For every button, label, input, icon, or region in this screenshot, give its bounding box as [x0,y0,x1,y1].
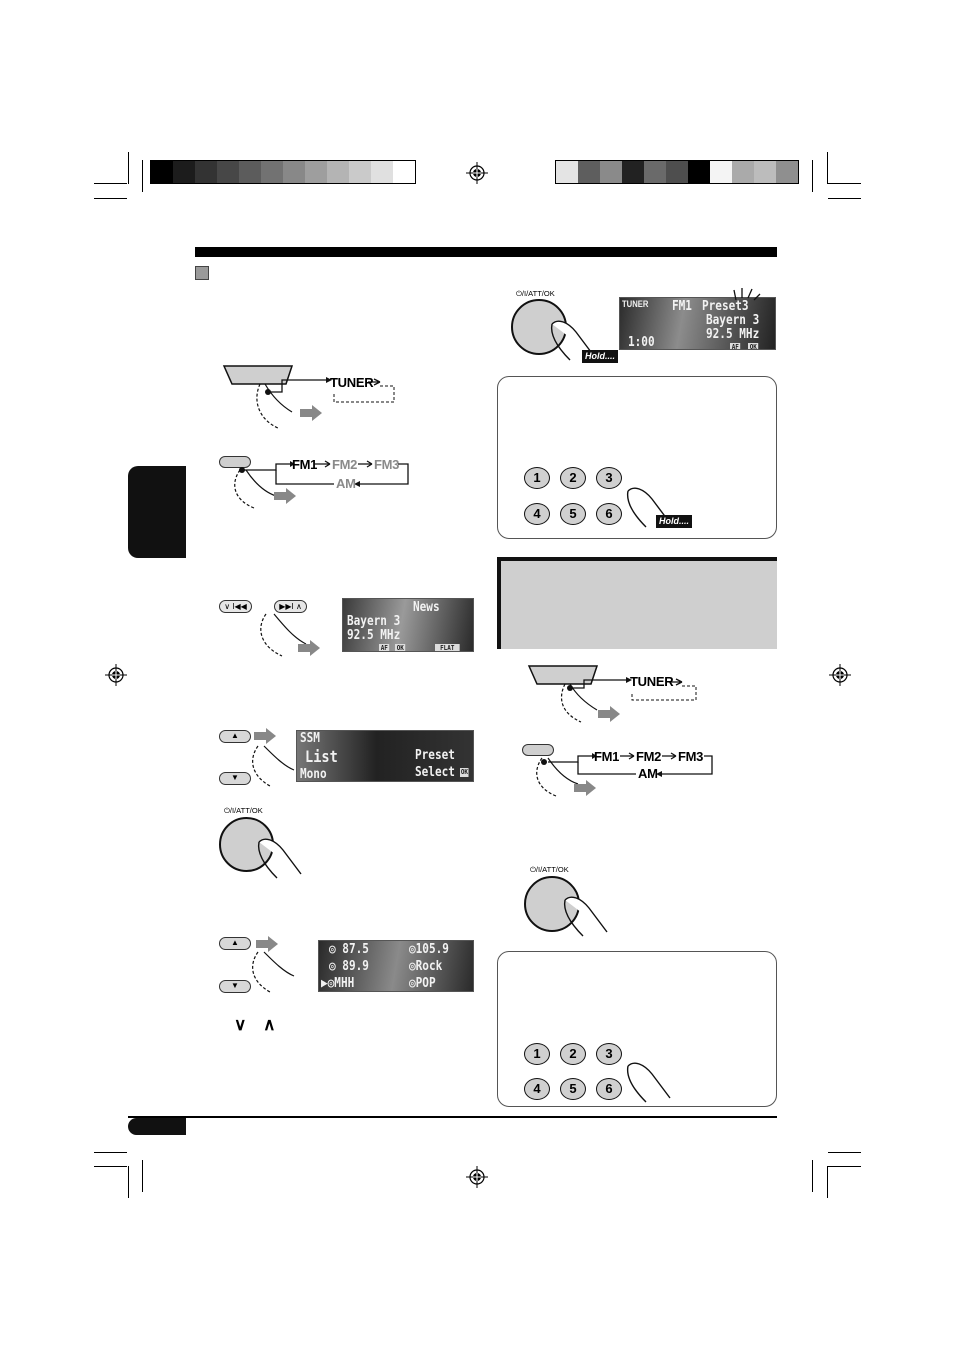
preset-button-4[interactable]: 4 [524,1078,550,1100]
side-tab [128,466,186,558]
tuner-label: TUNER [330,375,374,390]
section-marker [195,266,209,280]
preset-button-6[interactable]: 6 [596,1078,622,1100]
registration-mark-icon [466,162,488,184]
preset-5-value: Rock [415,959,443,974]
lcd-clock: 1:00 [628,335,655,350]
section-heading-box [497,557,777,649]
finger-press-icon [244,742,304,792]
preset-3: ▶◎MHH [321,976,355,991]
band-fm2: FM2 [636,749,662,764]
preset-2-value: 89.9 [342,959,369,974]
band-fm1: FM1 [292,457,318,472]
crop-mark [94,1152,127,1153]
band-fm1: FM1 [594,749,620,764]
lcd-station: Bayern 3 [706,313,760,328]
finger-press-icon [255,836,305,882]
crop-mark [812,160,813,192]
crop-mark [827,152,828,184]
lcd-menu-select: Select [415,765,455,780]
crop-mark [128,152,129,184]
preset-button-3[interactable]: 3 [596,1043,622,1065]
registration-mark-icon [829,664,851,686]
lcd-menu-preset: Preset [415,748,455,763]
preset-1-value: 87.5 [342,942,369,957]
crop-mark [828,1152,861,1153]
crop-mark [142,1160,143,1192]
lcd-menu-display [296,730,474,782]
page-number-tab [128,1118,186,1135]
lcd-station: Bayern 3 [347,614,401,629]
hold-label: Hold.... [656,515,692,528]
crop-mark [828,198,861,199]
knob-label: ⏻/I/ATT/OK [530,865,569,874]
preset-6: ◎POP [409,976,436,991]
up-button[interactable]: ▲ [219,730,251,743]
press-arrow-icon [598,706,622,722]
crop-mark [828,183,861,184]
crop-mark [94,183,127,184]
lcd-preset-store-display [619,297,776,350]
lcd-ok-indicator: OK [396,644,404,652]
hold-label: Hold.... [582,350,618,363]
preset-button-4[interactable]: 4 [524,503,550,525]
up-button[interactable]: ▲ [219,937,251,950]
press-arrow-icon [274,488,298,504]
preset-2: ◎ 89.9 [329,959,369,974]
preset-button-5[interactable]: 5 [560,503,586,525]
registration-mark-icon [105,664,127,686]
lcd-menu-ssm: SSM [300,731,320,746]
preset-button-3[interactable]: 3 [596,467,622,489]
seek-down-button[interactable]: ∨ I◀◀ [219,600,252,613]
lcd-af-indicator: AF [380,644,388,652]
band-fm2: FM2 [332,457,358,472]
preset-button-2[interactable]: 2 [560,1043,586,1065]
crop-mark [94,1166,127,1167]
lcd-preset-list-display [318,940,474,992]
crop-mark [827,1166,828,1198]
flash-rays-icon [732,286,762,302]
preset-6-value: POP [415,976,436,991]
registration-mark-icon [466,1166,488,1188]
preset-5: ◎Rock [409,959,443,974]
band-am: AM [638,766,658,781]
down-button[interactable]: ▼ [219,772,251,785]
seek-up-button[interactable]: ▶▶I ∧ [274,600,307,613]
preset-button-2[interactable]: 2 [560,467,586,489]
finger-press-icon [244,948,304,998]
knob-label: ⏻/I/ATT/OK [224,806,263,815]
lcd-pty: News [413,600,440,615]
preset-button-6[interactable]: 6 [596,503,622,525]
header-rule [195,247,777,257]
lcd-preset-number: Preset3 [702,299,749,314]
lcd-source: TUNER [622,299,649,309]
press-arrow-icon [300,405,324,421]
lcd-menu-mono: Mono [300,767,327,782]
crop-mark [142,160,143,192]
preset-button-5[interactable]: 5 [560,1078,586,1100]
lcd-eq-indicator: FLAT [435,644,460,652]
crop-mark [828,1166,861,1167]
preset-button-1[interactable]: 1 [524,467,550,489]
preset-3-value: MHH [334,976,355,991]
lcd-frequency: 92.5 MHz [347,628,401,643]
lcd-frequency: 92.5 MHz [706,327,760,342]
press-arrow-icon [574,780,598,796]
finger-press-icon [624,1060,674,1104]
crop-mark [812,1160,813,1192]
preset-4-value: 105.9 [415,942,449,957]
preset-4: ◎105.9 [409,942,449,957]
band-am: AM [336,476,356,491]
footer-rule [128,1116,777,1118]
knob-label: ⏻/I/ATT/OK [516,289,555,298]
preset-1: ◎ 87.5 [329,942,369,957]
color-bar-right [555,160,799,184]
press-arrow-icon [298,640,322,656]
lcd-af-indicator: AF [731,343,739,350]
gray-scale-bar-left [150,160,416,184]
lcd-ok-indicator: OK [749,343,757,350]
band-fm3: FM3 [374,457,400,472]
finger-press-icon [561,894,611,940]
preset-button-1[interactable]: 1 [524,1043,550,1065]
down-button[interactable]: ▼ [219,980,251,993]
lcd-band: FM1 [672,299,692,314]
lcd-news-display [342,598,474,652]
number-buttons-hold-panel [497,376,777,539]
chevron-down-up-icon: ∨ ∧ [234,1015,282,1034]
crop-mark [94,198,127,199]
number-buttons-press-panel [497,951,777,1107]
lcd-menu-list: List [305,747,338,766]
crop-mark [128,1166,129,1198]
lcd-menu-ok: OK [460,768,469,776]
band-fm3: FM3 [678,749,704,764]
tuner-label: TUNER [630,674,674,689]
